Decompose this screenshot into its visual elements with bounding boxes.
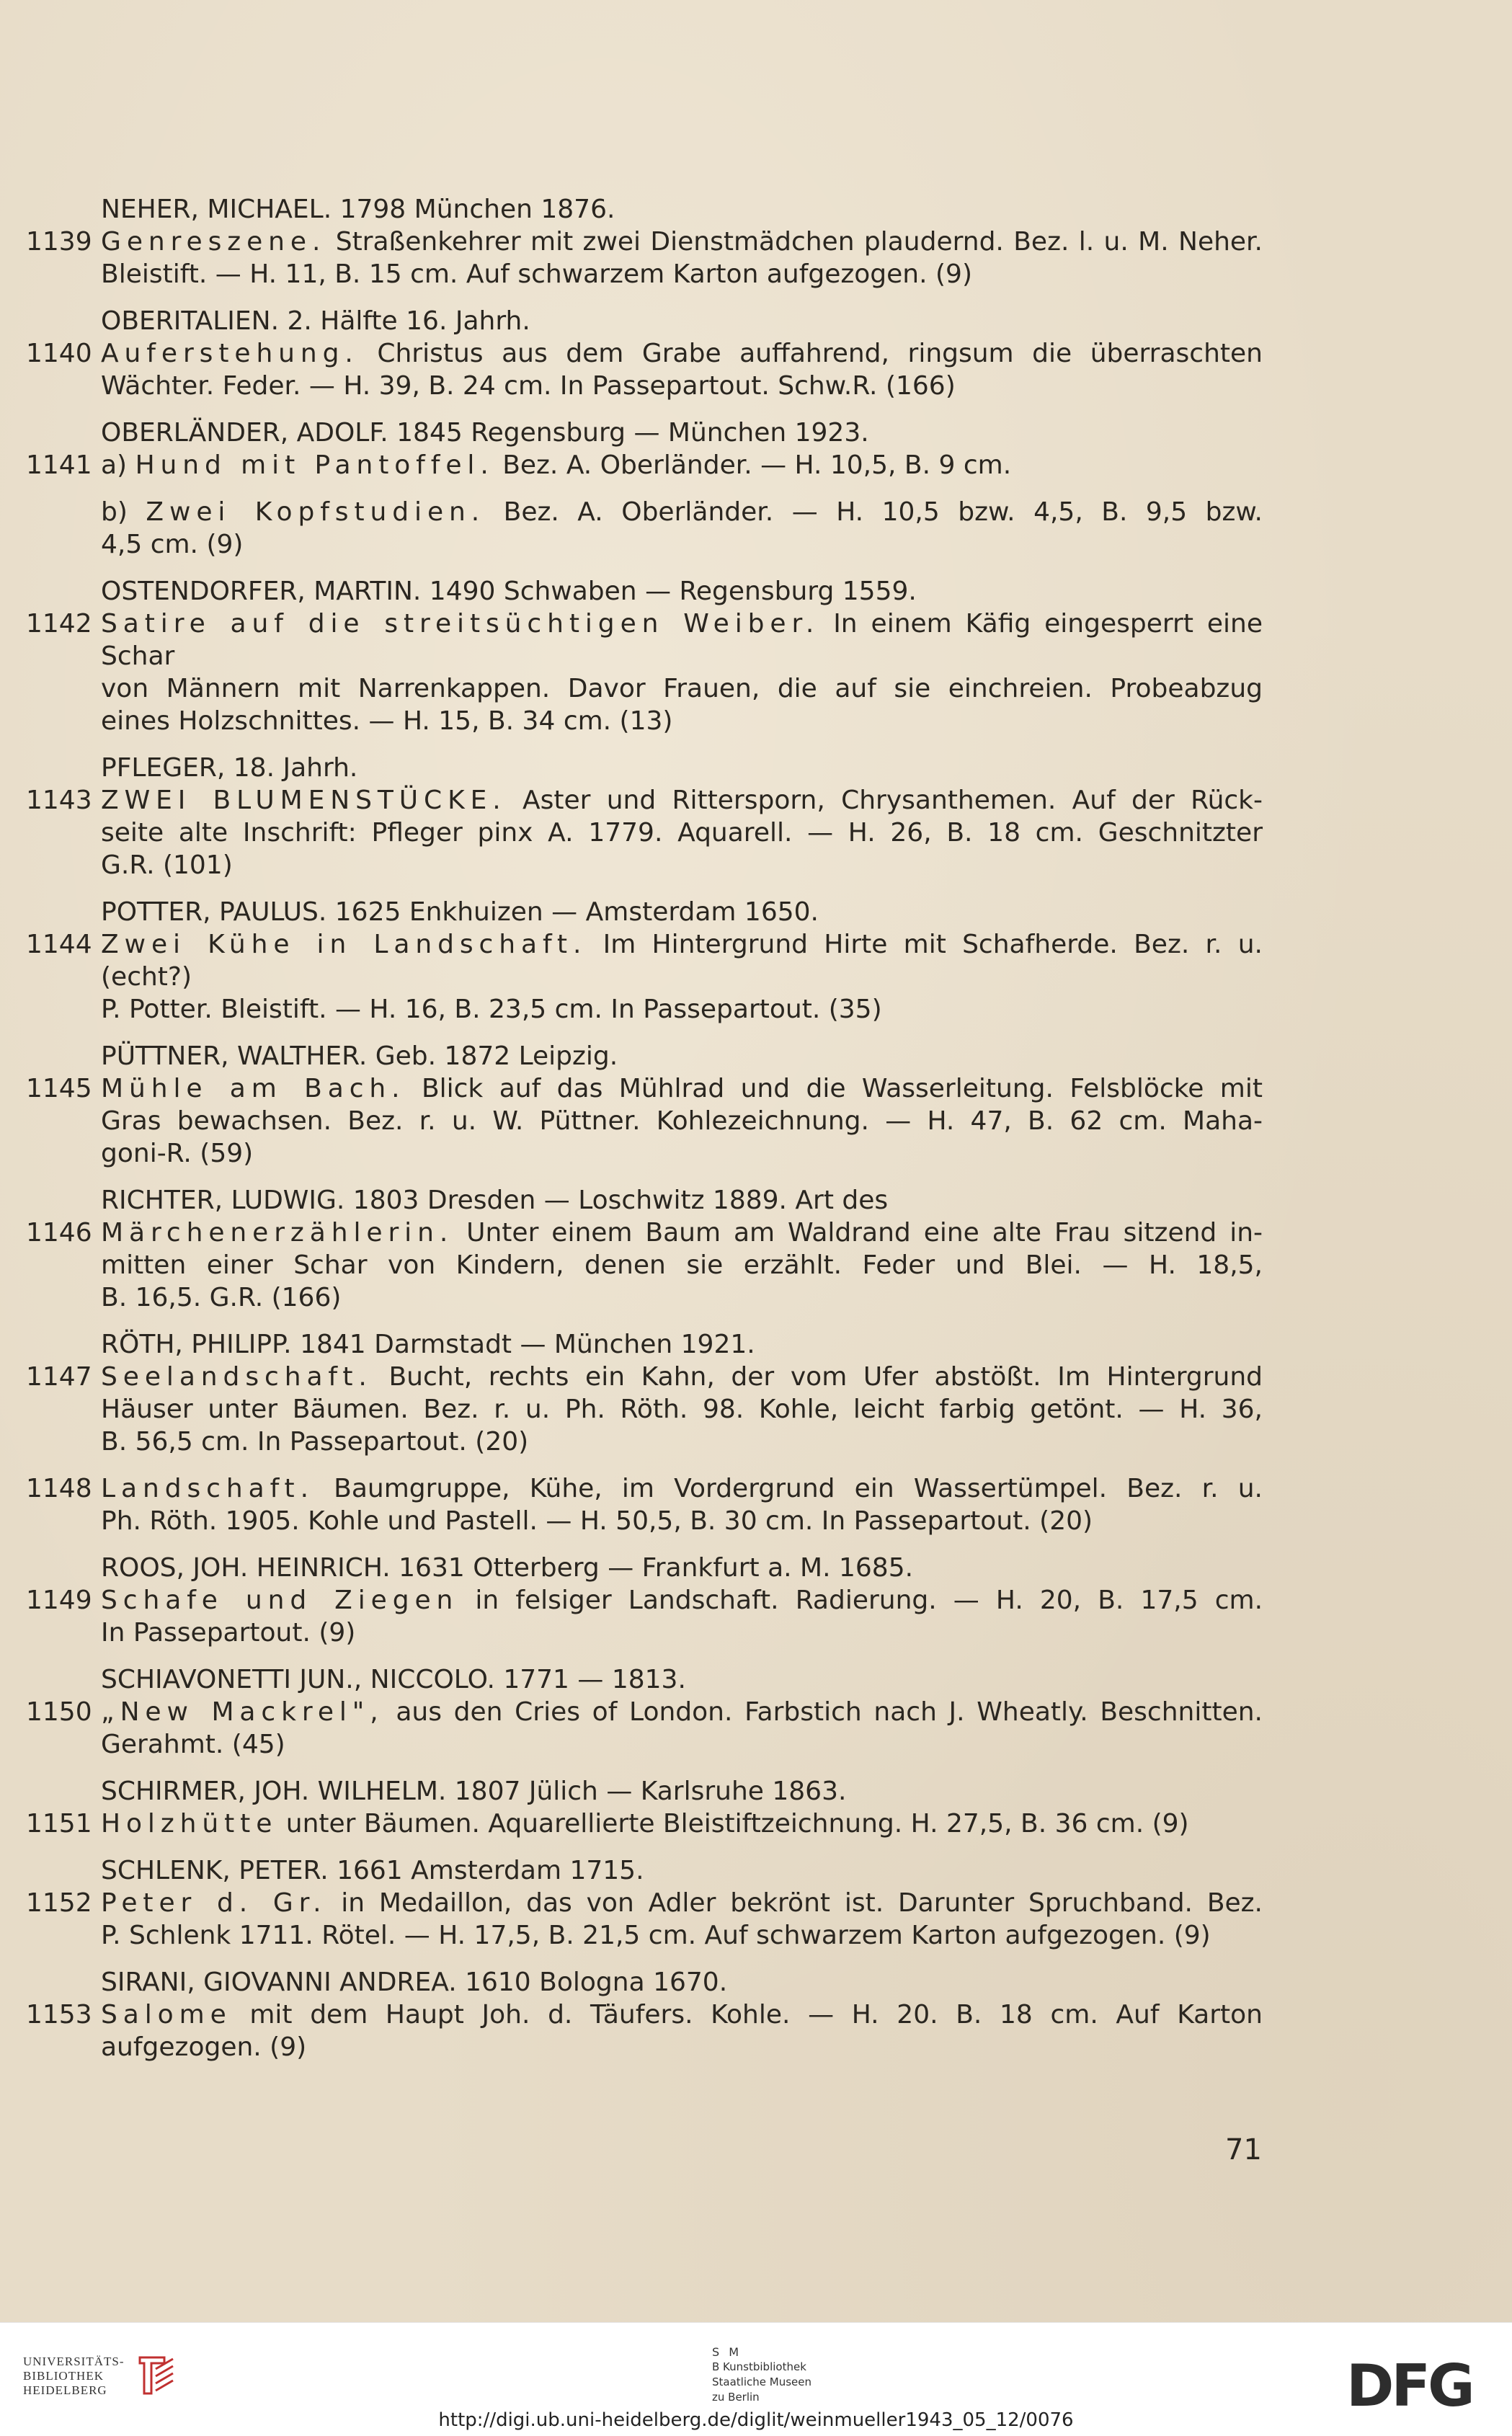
artist-heading: PFLEGER, 18. Jahrh. [101,753,358,783]
description-line [101,608,1263,672]
description-line [101,1105,1263,1137]
entry-body [26,1696,1263,1761]
description-line [101,1217,1263,1249]
smb-line-1: S M [712,2345,742,2359]
description-line [101,784,1263,817]
footer-bar [0,2322,1512,2436]
lot-number: 1150 [26,1697,92,1727]
description-line [101,1728,1263,1761]
entry-body [26,608,1263,737]
work-title: Genreszene. [101,227,326,257]
smb-line-3: Staatliche Museen [712,2375,811,2388]
entry-body [26,1808,1263,1840]
artist-heading: SCHIAVONETTI JUN., NICCOLO. 1771 — 1813. [101,1665,686,1694]
description-line [101,1887,1263,1919]
lot-number: 1152 [26,1888,92,1918]
work-title: Hund mit Pantoffel. [135,450,494,480]
entry-body [26,1217,1263,1314]
catalog-entry [26,1184,1263,1314]
description-text: Bucht, rechts ein Kahn, der vom Ufer abstößt. Im Hintergrund [388,1362,1263,1392]
artist-heading: OBERITALIEN. 2. Hälfte 16. Jahrh. [101,306,530,336]
description-line [101,1137,1263,1170]
description-line [101,1617,1263,1649]
catalog-entry [26,1328,1263,1458]
university-line-2: BIBLIOTHEK [23,2369,104,2383]
lot-number: 1147 [26,1362,92,1392]
lot-number: 1153 [26,2000,92,2030]
description-text: 4,5 cm. (9) [101,530,244,559]
artist-heading: RÖTH, PHILIPP. 1841 Darmstadt — München 1921. [101,1330,755,1359]
description-text: B. 16,5. G.R. (166) [101,1283,342,1312]
smb-line-2: B Kunstbibliothek [712,2360,806,2373]
lot-number: 1142 [26,609,92,639]
description-line [101,528,1263,561]
catalog-entry [26,575,1263,737]
work-title: Auferstehung. [101,339,359,368]
entry-body [26,1584,1263,1649]
description-line [101,496,1263,528]
artist-heading: PÜTTNER, WALTHER. Geb. 1872 Leipzig. [101,1041,618,1071]
catalog-entry [26,1552,1263,1649]
catalog-entry [26,896,1263,1026]
entry-body [26,1472,1263,1537]
catalog-entry [101,496,1263,561]
description-line [101,337,1263,370]
catalog-entry [26,1663,1263,1761]
catalog-entry [26,1472,1263,1537]
description-text: Blick auf das Mühlrad und die Wasserleitung. Felsblöcke mit [421,1074,1263,1103]
work-title: Zwei Kühe in Landschaft. [101,930,587,959]
lot-number: 1145 [26,1074,92,1103]
description-text: In Passepartout. (9) [101,1618,356,1648]
description-text: eines Holzschnittes. — H. 15, B. 34 cm. (13) [101,706,673,736]
description-line [101,1919,1263,1952]
lot-number: 1143 [26,786,92,815]
lot-number: 1141 [26,450,92,480]
description-line [101,370,1263,402]
lot-number: 1148 [26,1474,92,1503]
entry-body [26,226,1263,290]
description-text: Aster und Rittersporn, Chrysanthemen. Auf der Rück- [522,786,1263,815]
description-text: Im Hintergrund Hirte mit Schafherde. Bez. r. u. (echt?) [101,930,1263,992]
work-title: Zwei Kopfstudien. [146,497,486,527]
catalog-entry [26,417,1263,481]
entry-body [101,496,1263,561]
entry-prefix: a) [101,450,128,480]
description-line [101,1393,1263,1426]
description-line [101,1361,1263,1393]
description-line [101,1072,1263,1105]
description-text: Baumgruppe, Kühe, im Vordergrund ein Wassertümpel. Bez. r. u. [334,1474,1263,1503]
description-line [101,1426,1263,1458]
catalog-entry [26,1040,1263,1170]
description-line [101,817,1263,849]
description-line [101,1281,1263,1314]
entry-body [26,1887,1263,1952]
catalog-entry [26,305,1263,402]
description-text: aus den Cries of London. Farbstich nach J. Wheatly. Beschnitten. [396,1697,1263,1727]
description-line [101,1472,1263,1505]
artist-heading: RICHTER, LUDWIG. 1803 Dresden — Loschwitz 1889. Art des [101,1186,889,1215]
entry-prefix: b) [101,497,128,527]
description-text: aufgezogen. (9) [101,2032,307,2062]
description-text: In einem Käfig eingesperrt eine Schar [101,609,1263,671]
entry-body [26,337,1263,402]
lot-number: 1144 [26,930,92,959]
description-line [101,705,1263,737]
description-text: seite alte Inschrift: Pfleger pinx A. 1779. Aquarell. — H. 26, B. 18 cm. Geschnitzter [101,818,1263,848]
artist-heading: SIRANI, GIOVANNI ANDREA. 1610 Bologna 1670. [101,1968,728,1997]
description-line [101,1505,1263,1537]
artist-heading: OBERLÄNDER, ADOLF. 1845 Regensburg — München 1923. [101,418,869,448]
document-url-link[interactable]: http://digi.ub.uni-heidelberg.de/diglit/weinmueller1943_05_12/0076 [438,2409,1074,2431]
smb-line-4: zu Berlin [712,2391,760,2404]
lot-number: 1146 [26,1218,92,1248]
description-text: Gras bewachsen. Bez. r. u. W. Püttner. Kohlezeichnung. — H. 47, B. 62 cm. Maha- [101,1106,1263,1136]
work-title: Landschaft. [101,1474,314,1503]
catalog-entry [26,1854,1263,1952]
description-text: unter Bäumen. Aquarellierte Bleistiftzeichnung. H. 27,5, B. 36 cm. (9) [285,1809,1189,1839]
artist-heading: NEHER, MICHAEL. 1798 München 1876. [101,195,615,224]
description-text: goni-R. (59) [101,1139,254,1168]
description-line [101,1808,1263,1840]
description-text: Häuser unter Bäumen. Bez. r. u. Ph. Röth. 98. Kohle, leicht farbig getönt. — H. 36, [101,1395,1263,1424]
description-line [101,1584,1263,1617]
work-title: Mühle am Bach. [101,1074,406,1103]
description-text: Bez. A. Oberländer. — H. 10,5 bzw. 4,5, B. 9,5 bzw. [503,497,1263,527]
university-logo-icon[interactable] [135,2352,179,2401]
lot-number: 1140 [26,339,92,368]
description-text: Unter einem Baum am Waldrand eine alte Frau sitzend in- [466,1218,1263,1248]
dfg-logo[interactable]: DFG [1346,2352,1472,2419]
page-number: 71 [1225,2133,1262,2166]
description-text: G.R. (101) [101,850,233,880]
description-line [101,993,1263,1026]
description-line [101,849,1263,881]
description-text: mitten einer Schar von Kindern, denen sie erzählt. Feder und Blei. — H. 18,5, [101,1250,1263,1280]
university-line-1: UNIVERSITÄTS- [23,2355,125,2368]
catalog-entry [26,193,1263,290]
university-library-name[interactable] [23,2355,125,2398]
work-title: „New Mackrel", [101,1697,384,1727]
description-text: Christus aus dem Grabe auffahrend, ringsum die überraschten [377,339,1263,368]
university-line-3: HEIDELBERG [23,2383,107,2397]
work-title: Holzhütte [101,1809,278,1839]
entry-body [26,1999,1263,2063]
description-line [101,258,1263,290]
description-text: Wächter. Feder. — H. 39, B. 24 cm. In Passepartout. Schw.R. (166) [101,371,956,401]
entry-body [26,1361,1263,1458]
entry-body [26,449,1263,481]
artist-heading: POTTER, PAULUS. 1625 Enkhuizen — Amsterdam 1650. [101,897,819,927]
work-title: Schafe und Ziegen [101,1586,459,1615]
description-line [101,1696,1263,1728]
description-text: in Medaillon, das von Adler bekrönt ist. Darunter Spruchband. Bez. [341,1888,1263,1918]
work-title: Salome [101,2000,232,2030]
artist-heading: OSTENDORFER, MARTIN. 1490 Schwaben — Regensburg 1559. [101,577,917,606]
description-text: Straßenkehrer mit zwei Dienstmädchen plaudernd. Bez. l. u. M. Neher. [335,227,1263,257]
entry-body [26,928,1263,1026]
description-text: in felsiger Landschaft. Radierung. — H. 20, B. 17,5 cm. [475,1586,1263,1615]
artist-heading: SCHIRMER, JOH. WILHELM. 1807 Jülich — Karlsruhe 1863. [101,1777,847,1806]
work-title: Satire auf die streitsüchtigen Weiber. [101,609,820,639]
catalog-entry [26,752,1263,881]
artist-heading: SCHLENK, PETER. 1661 Amsterdam 1715. [101,1856,644,1885]
catalog-entry [26,1775,1263,1840]
work-title: Peter d. Gr. [101,1888,327,1918]
work-title: ZWEI BLUMENSTÜCKE. [101,786,507,815]
description-line [101,928,1263,993]
lot-number: 1139 [26,227,92,257]
description-text: Bez. A. Oberländer. — H. 10,5, B. 9 cm. [502,450,1012,480]
description-text: P. Schlenk 1711. Rötel. — H. 17,5, B. 21,5 cm. Auf schwarzem Karton aufgezogen. (9) [101,1921,1211,1950]
description-text: von Männern mit Narrenkappen. Davor Frauen, die auf sie einchreien. Probeabzug [101,674,1263,703]
work-title: Seelandschaft. [101,1362,373,1392]
description-line [101,1999,1263,2031]
description-text: Ph. Röth. 1905. Kohle und Pastell. — H. 50,5, B. 30 cm. In Passepartout. (20) [101,1506,1093,1536]
description-line [101,672,1263,705]
description-line [101,226,1263,258]
smb-kunstbibliothek-logo[interactable] [712,2344,811,2405]
lot-number: 1151 [26,1809,92,1839]
entry-body [26,1072,1263,1170]
catalog-entry [26,1966,1263,2063]
artist-heading: ROOS, JOH. HEINRICH. 1631 Otterberg — Frankfurt a. M. 1685. [101,1553,914,1583]
description-text: mit dem Haupt Joh. d. Täufers. Kohle. — H. 20. B. 18 cm. Auf Karton [249,2000,1263,2030]
description-line [101,1249,1263,1281]
description-text: P. Potter. Bleistift. — H. 16, B. 23,5 cm. In Passepartout. (35) [101,995,882,1024]
entry-body [26,784,1263,881]
catalog-entries [26,193,1263,2078]
description-text: Bleistift. — H. 11, B. 15 cm. Auf schwarzem Karton aufgezogen. (9) [101,259,973,289]
description-text: Gerahmt. (45) [101,1730,285,1759]
lot-number: 1149 [26,1586,92,1615]
description-text: B. 56,5 cm. In Passepartout. (20) [101,1427,529,1457]
description-line [101,449,1263,481]
work-title: Märchenerzählerin. [101,1218,454,1248]
description-line [101,2031,1263,2063]
